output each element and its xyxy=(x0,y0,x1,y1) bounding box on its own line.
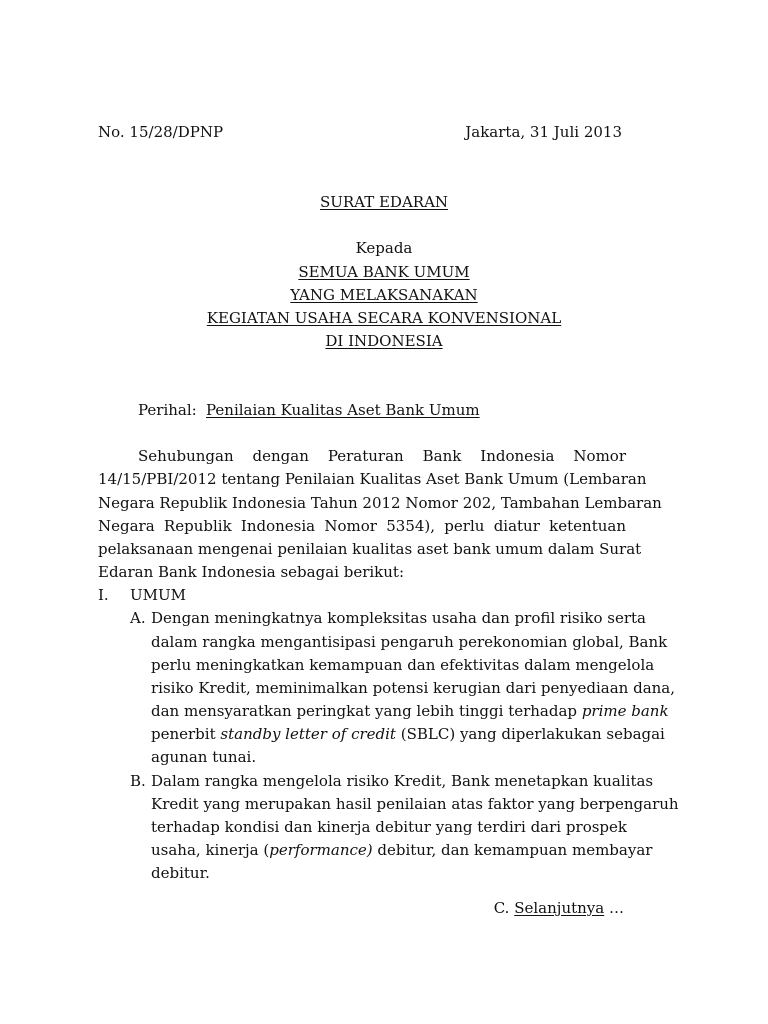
item-a-line-1: Dengan meningkatnya kompleksitas usaha dan profil risiko serta xyxy=(151,609,646,627)
addressee-to: Kepada xyxy=(355,239,413,257)
addressee-line-3 xyxy=(0,308,768,328)
section-number: I. xyxy=(98,586,109,604)
letter-number: No. 15/28/DPNP xyxy=(98,123,224,141)
continuation-label: C. xyxy=(493,899,510,917)
item-a-line-4: risiko Kredit, meminimalkan potensi kerugian dari penyediaan dana, xyxy=(151,679,676,697)
item-a-label: A. xyxy=(130,609,146,627)
intro-line-1: Sehubungan dengan Peraturan Bank Indonesia Nomor xyxy=(138,447,626,465)
item-b-line-3: terhadap kondisi dan kinerja debitur yang terdiri dari prospek xyxy=(151,818,627,836)
intro-line-4: Negara Republik Indonesia Nomor 5354), perlu diatur ketentuan xyxy=(98,517,626,535)
section-title: UMUM xyxy=(130,586,187,604)
intro-line-6: Edaran Bank Indonesia sebagai berikut: xyxy=(98,563,404,581)
continuation-ellipsis: … xyxy=(609,899,624,917)
subject-label: Perihal: xyxy=(138,401,197,419)
intro-line-5: pelaksanaan mengenai penilaian kualitas aset bank umum dalam Surat xyxy=(98,540,642,558)
item-b-line-5: debitur. xyxy=(151,864,210,882)
addressee-line-4-text: DI INDONESIA xyxy=(325,332,443,350)
item-b-label: B. xyxy=(130,772,146,790)
addressee-line-2-text: YANG MELAKSANAKAN xyxy=(290,286,478,304)
subject-value-text: Penilaian Kualitas Aset Bank Umum xyxy=(206,401,480,419)
item-b-line-4-em: performance) xyxy=(269,841,373,859)
addressee-line-2 xyxy=(0,285,768,305)
item-b-line-4-post: debitur, dan kemampuan membayar xyxy=(377,841,653,859)
intro-line-2: 14/15/PBI/2012 tentang Penilaian Kualitas Aset Bank Umum (Lembaran xyxy=(98,470,647,488)
item-b-line-4-pre: usaha, kinerja ( xyxy=(151,841,270,859)
item-a-line-3: perlu meningkatkan kemampuan dan efektivitas dalam mengelola xyxy=(151,656,655,674)
addressee-line-1 xyxy=(0,262,768,282)
document-title xyxy=(0,192,768,212)
item-b-line-1: Dalam rangka mengelola risiko Kredit, Bank menetapkan kualitas xyxy=(151,772,654,790)
item-a-line-6-post: (SBLC) yang diperlakukan sebagai xyxy=(400,725,665,743)
item-a-line-2: dalam rangka mengantisipasi pengaruh perekonomian global, Bank xyxy=(151,633,668,651)
continuation-next: Selanjutnya xyxy=(514,899,605,917)
item-b-line-4 xyxy=(151,840,653,860)
item-a-line-5 xyxy=(151,701,669,721)
item-a-line-5-pre: dan mensyaratkan peringkat yang lebih tinggi terhadap xyxy=(151,702,578,720)
addressee-line-4 xyxy=(0,331,768,351)
item-a-line-7: agunan tunai. xyxy=(151,748,257,766)
place-date: Jakarta, 31 Juli 2013 xyxy=(465,123,622,141)
intro-line-3: Negara Republik Indonesia Tahun 2012 Nomor 202, Tambahan Lembaran xyxy=(98,494,662,512)
item-a-line-6-pre: penerbit xyxy=(151,725,216,743)
document-title-text: SURAT EDARAN xyxy=(319,193,449,211)
item-a-line-6-em: standby letter of credit xyxy=(220,725,396,743)
subject-value xyxy=(206,400,480,420)
item-a-line-6 xyxy=(151,724,665,744)
item-b-line-2: Kredit yang merupakan hasil penilaian atas faktor yang berpengaruh xyxy=(151,795,679,813)
addressee-line-1-text: SEMUA BANK UMUM xyxy=(298,263,470,281)
item-a-line-5-em: prime bank xyxy=(581,702,669,720)
addressee-line-3-text: KEGIATAN USAHA SECARA KONVENSIONAL xyxy=(206,309,562,327)
continuation-note xyxy=(494,898,624,918)
